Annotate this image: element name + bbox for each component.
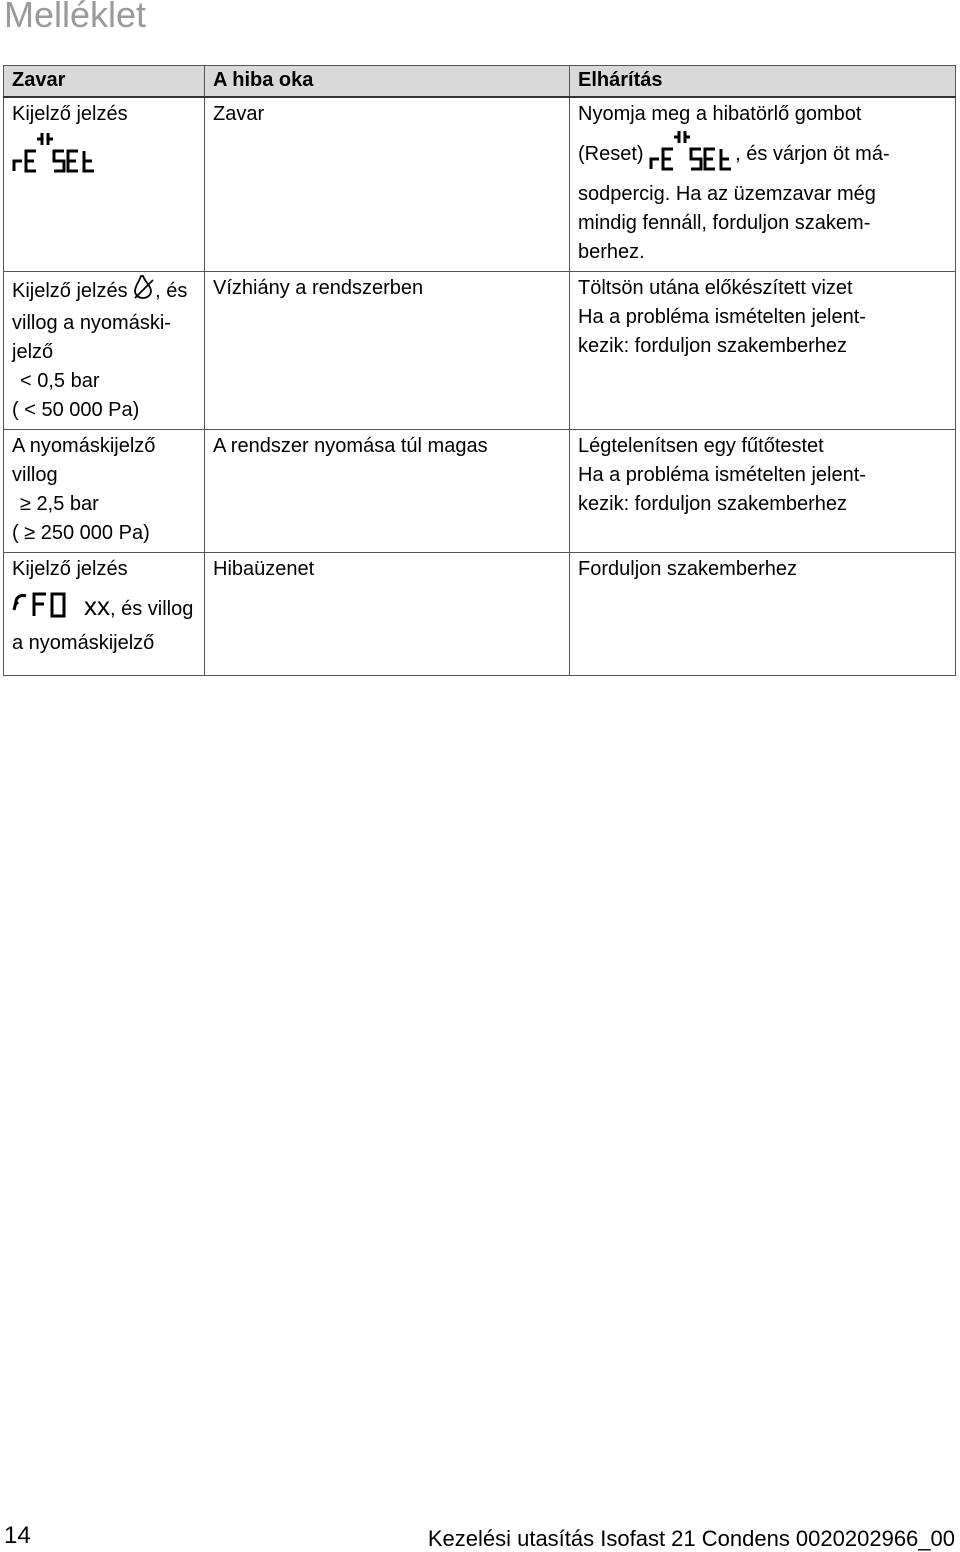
remedy-prefix: (Reset) bbox=[578, 142, 650, 165]
footer-document-title: Kezelési utasítás Isofast 21 Condens 0020202966_00 bbox=[427, 1526, 955, 1551]
fault-text: Kijelző jelzés bbox=[12, 558, 128, 580]
fault-text-line bbox=[12, 274, 196, 309]
remedy-text: Ha a probléma ismételten jelent- bbox=[578, 306, 866, 328]
fault-suffix: , és villog bbox=[110, 597, 194, 620]
remedy-text: Nyomja meg a hibatörlő gombot bbox=[578, 103, 862, 125]
table-row bbox=[4, 97, 956, 272]
fault-cell bbox=[4, 97, 205, 272]
fault-text: Kijelző jelzés bbox=[12, 103, 128, 125]
cause-cell bbox=[205, 553, 570, 676]
table-row bbox=[4, 430, 956, 553]
remedy-text: kezik: forduljon szakemberhez bbox=[578, 493, 848, 515]
header-fault: Zavar bbox=[4, 66, 205, 98]
fault-text: ( ≥ 250 000 Pa) bbox=[12, 522, 150, 544]
fault-text: A nyomáskijelző bbox=[12, 435, 156, 457]
table-row bbox=[4, 272, 956, 430]
fault-text: ≥ 2,5 bar bbox=[20, 493, 99, 515]
header-remedy: Elhárítás bbox=[570, 66, 956, 98]
cause-cell bbox=[205, 430, 570, 553]
cause-text: Zavar bbox=[213, 103, 265, 125]
reset-display-icon bbox=[649, 129, 735, 180]
fault-text: < 0,5 bar bbox=[20, 370, 100, 392]
fault-text: villog a nyomáski- bbox=[12, 312, 171, 334]
cause-cell bbox=[205, 272, 570, 430]
fault-text-line bbox=[12, 590, 196, 629]
remedy-cell bbox=[570, 272, 956, 430]
fault-code-suffix: xx bbox=[84, 590, 110, 621]
fault-prefix: Kijelző jelzés bbox=[12, 279, 134, 302]
remedy-text-line bbox=[578, 129, 947, 180]
fault-cell bbox=[4, 272, 205, 430]
remedy-text: sodpercig. Ha az üzemzavar még bbox=[578, 183, 876, 205]
table-row bbox=[4, 553, 956, 676]
remedy-text: Forduljon szakemberhez bbox=[578, 558, 797, 580]
fault-text: ( < 50 000 Pa) bbox=[12, 399, 140, 421]
reset-display-icon bbox=[12, 131, 196, 182]
cause-cell bbox=[205, 97, 570, 272]
remedy-cell bbox=[570, 553, 956, 676]
remedy-text: kezik: forduljon szakemberhez bbox=[578, 335, 848, 357]
page-title: Melléklet bbox=[4, 0, 147, 35]
water-drop-crossed-icon bbox=[133, 274, 155, 309]
fault-cell bbox=[4, 553, 205, 676]
remedy-cell bbox=[570, 430, 956, 553]
cause-text: A rendszer nyomása túl magas bbox=[213, 435, 488, 457]
fault-text: a nyomáskijelző bbox=[12, 632, 155, 654]
page-number: 14 bbox=[4, 1522, 31, 1549]
cause-text: Hibaüzenet bbox=[213, 558, 315, 580]
remedy-text: Légtelenítsen egy fűtőtestet bbox=[578, 435, 824, 457]
fault-text: jelző bbox=[12, 341, 54, 363]
header-cause: A hiba oka bbox=[205, 66, 570, 98]
cause-text: Vízhiány a rendszerben bbox=[213, 277, 424, 299]
table-header-row bbox=[4, 66, 956, 98]
fault-cell bbox=[4, 430, 205, 553]
remedy-cell bbox=[570, 97, 956, 272]
fault-suffix: , és bbox=[155, 279, 188, 302]
remedy-text: Ha a probléma ismételten jelent- bbox=[578, 464, 866, 486]
remedy-text: mindig fennáll, forduljon szakem- bbox=[578, 212, 871, 234]
fault-table bbox=[3, 65, 956, 676]
fault-code-display-icon bbox=[12, 590, 84, 629]
remedy-text: berhez. bbox=[578, 241, 645, 263]
remedy-text: Töltsön utána előkészített vizet bbox=[578, 277, 853, 299]
remedy-suffix: , és várjon öt má- bbox=[735, 142, 890, 165]
fault-text: villog bbox=[12, 464, 58, 486]
